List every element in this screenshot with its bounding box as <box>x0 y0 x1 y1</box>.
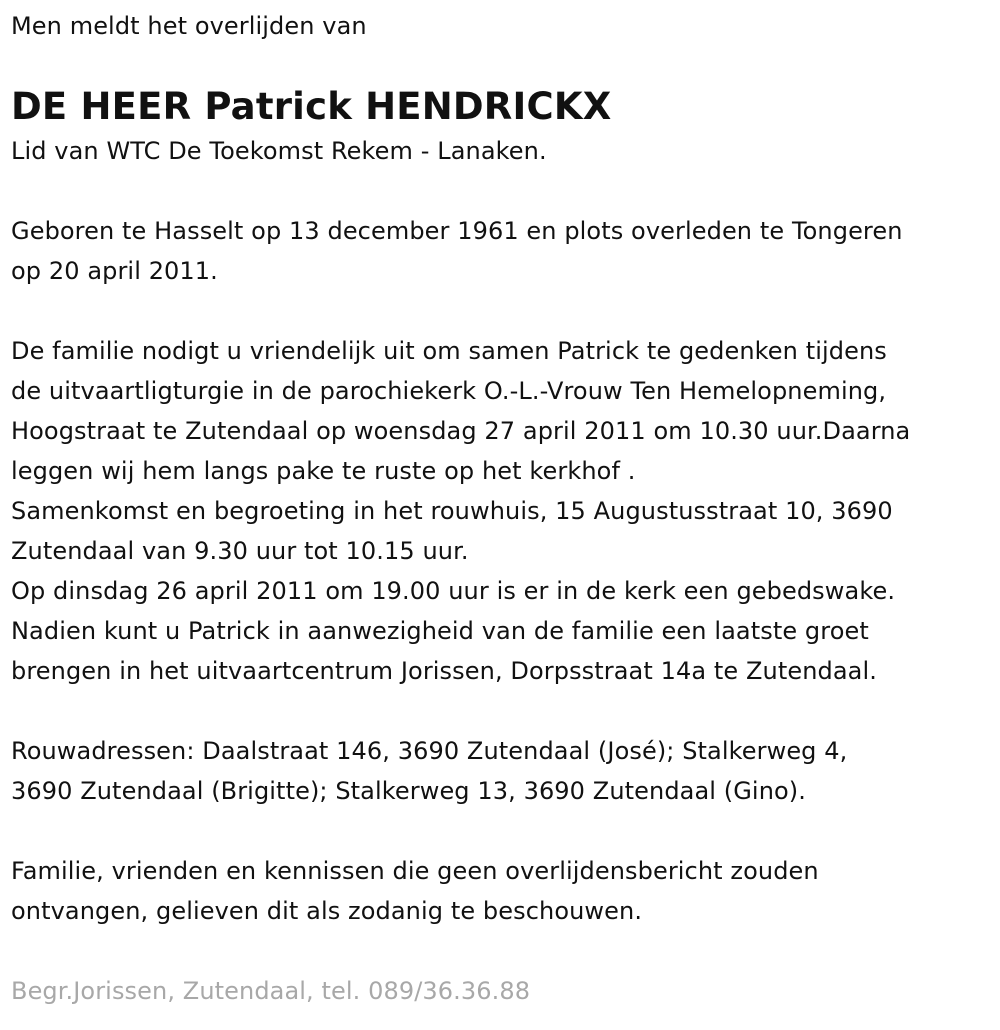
notice-paragraph <box>11 851 990 931</box>
paragraph-line: Hoogstraat te Zutendaal op woensdag 27 april 2011 om 10.30 uur.Daarna <box>11 417 911 445</box>
paragraph-line: De familie nodigt u vriendelijk uit om samen Patrick te gedenken tijdens <box>11 337 887 365</box>
paragraph-line: op 20 april 2011. <box>11 257 218 285</box>
funeral-home-footer: Begr.Jorissen, Zutendaal, tel. 089/36.36.88 <box>11 977 531 1005</box>
paragraph-line: Familie, vrienden en kennissen die geen overlijdensbericht zouden <box>11 857 819 885</box>
paragraph-line: brengen in het uitvaartcentrum Jorissen, Dorpsstraat 14a te Zutendaal. <box>11 657 877 685</box>
addresses-paragraph <box>11 731 990 811</box>
paragraph-line: Geboren te Hasselt op 13 december 1961 en plots overleden te Tongeren <box>11 217 903 245</box>
paragraph-line: Zutendaal van 9.30 uur tot 10.15 uur. <box>11 537 469 565</box>
paragraph-line: Op dinsdag 26 april 2011 om 19.00 uur is er in de kerk een gebedswake. <box>11 577 896 605</box>
spacer <box>11 811 990 851</box>
spacer <box>11 291 990 331</box>
birth-paragraph <box>11 211 990 291</box>
spacer <box>11 931 990 971</box>
paragraph-line: de uitvaartligturgie in de parochiekerk O.-L.-Vrouw Ten Hemelopneming, <box>11 377 887 405</box>
paragraph-line: leggen wij hem langs pake te ruste op het kerkhof . <box>11 457 636 485</box>
spacer <box>11 691 990 731</box>
paragraph-line: Nadien kunt u Patrick in aanwezigheid van de familie een laatste groet <box>11 617 869 645</box>
paragraph-line: ontvangen, gelieven dit als zodanig te beschouwen. <box>11 897 643 925</box>
intro-text: Men meldt het overlijden van <box>11 12 367 40</box>
ceremony-paragraph <box>11 331 990 691</box>
paragraph-line: 3690 Zutendaal (Brigitte); Stalkerweg 13, 3690 Zutendaal (Gino). <box>11 777 806 805</box>
deceased-name: DE HEER Patrick HENDRICKX <box>11 85 612 128</box>
paragraph-line: Samenkomst en begroeting in het rouwhuis, 15 Augustusstraat 10, 3690 <box>11 497 893 525</box>
membership-text: Lid van WTC De Toekomst Rekem - Lanaken. <box>11 137 547 165</box>
spacer <box>11 171 990 211</box>
paragraph-line: Rouwadressen: Daalstraat 146, 3690 Zutendaal (José); Stalkerweg 4, <box>11 737 848 765</box>
